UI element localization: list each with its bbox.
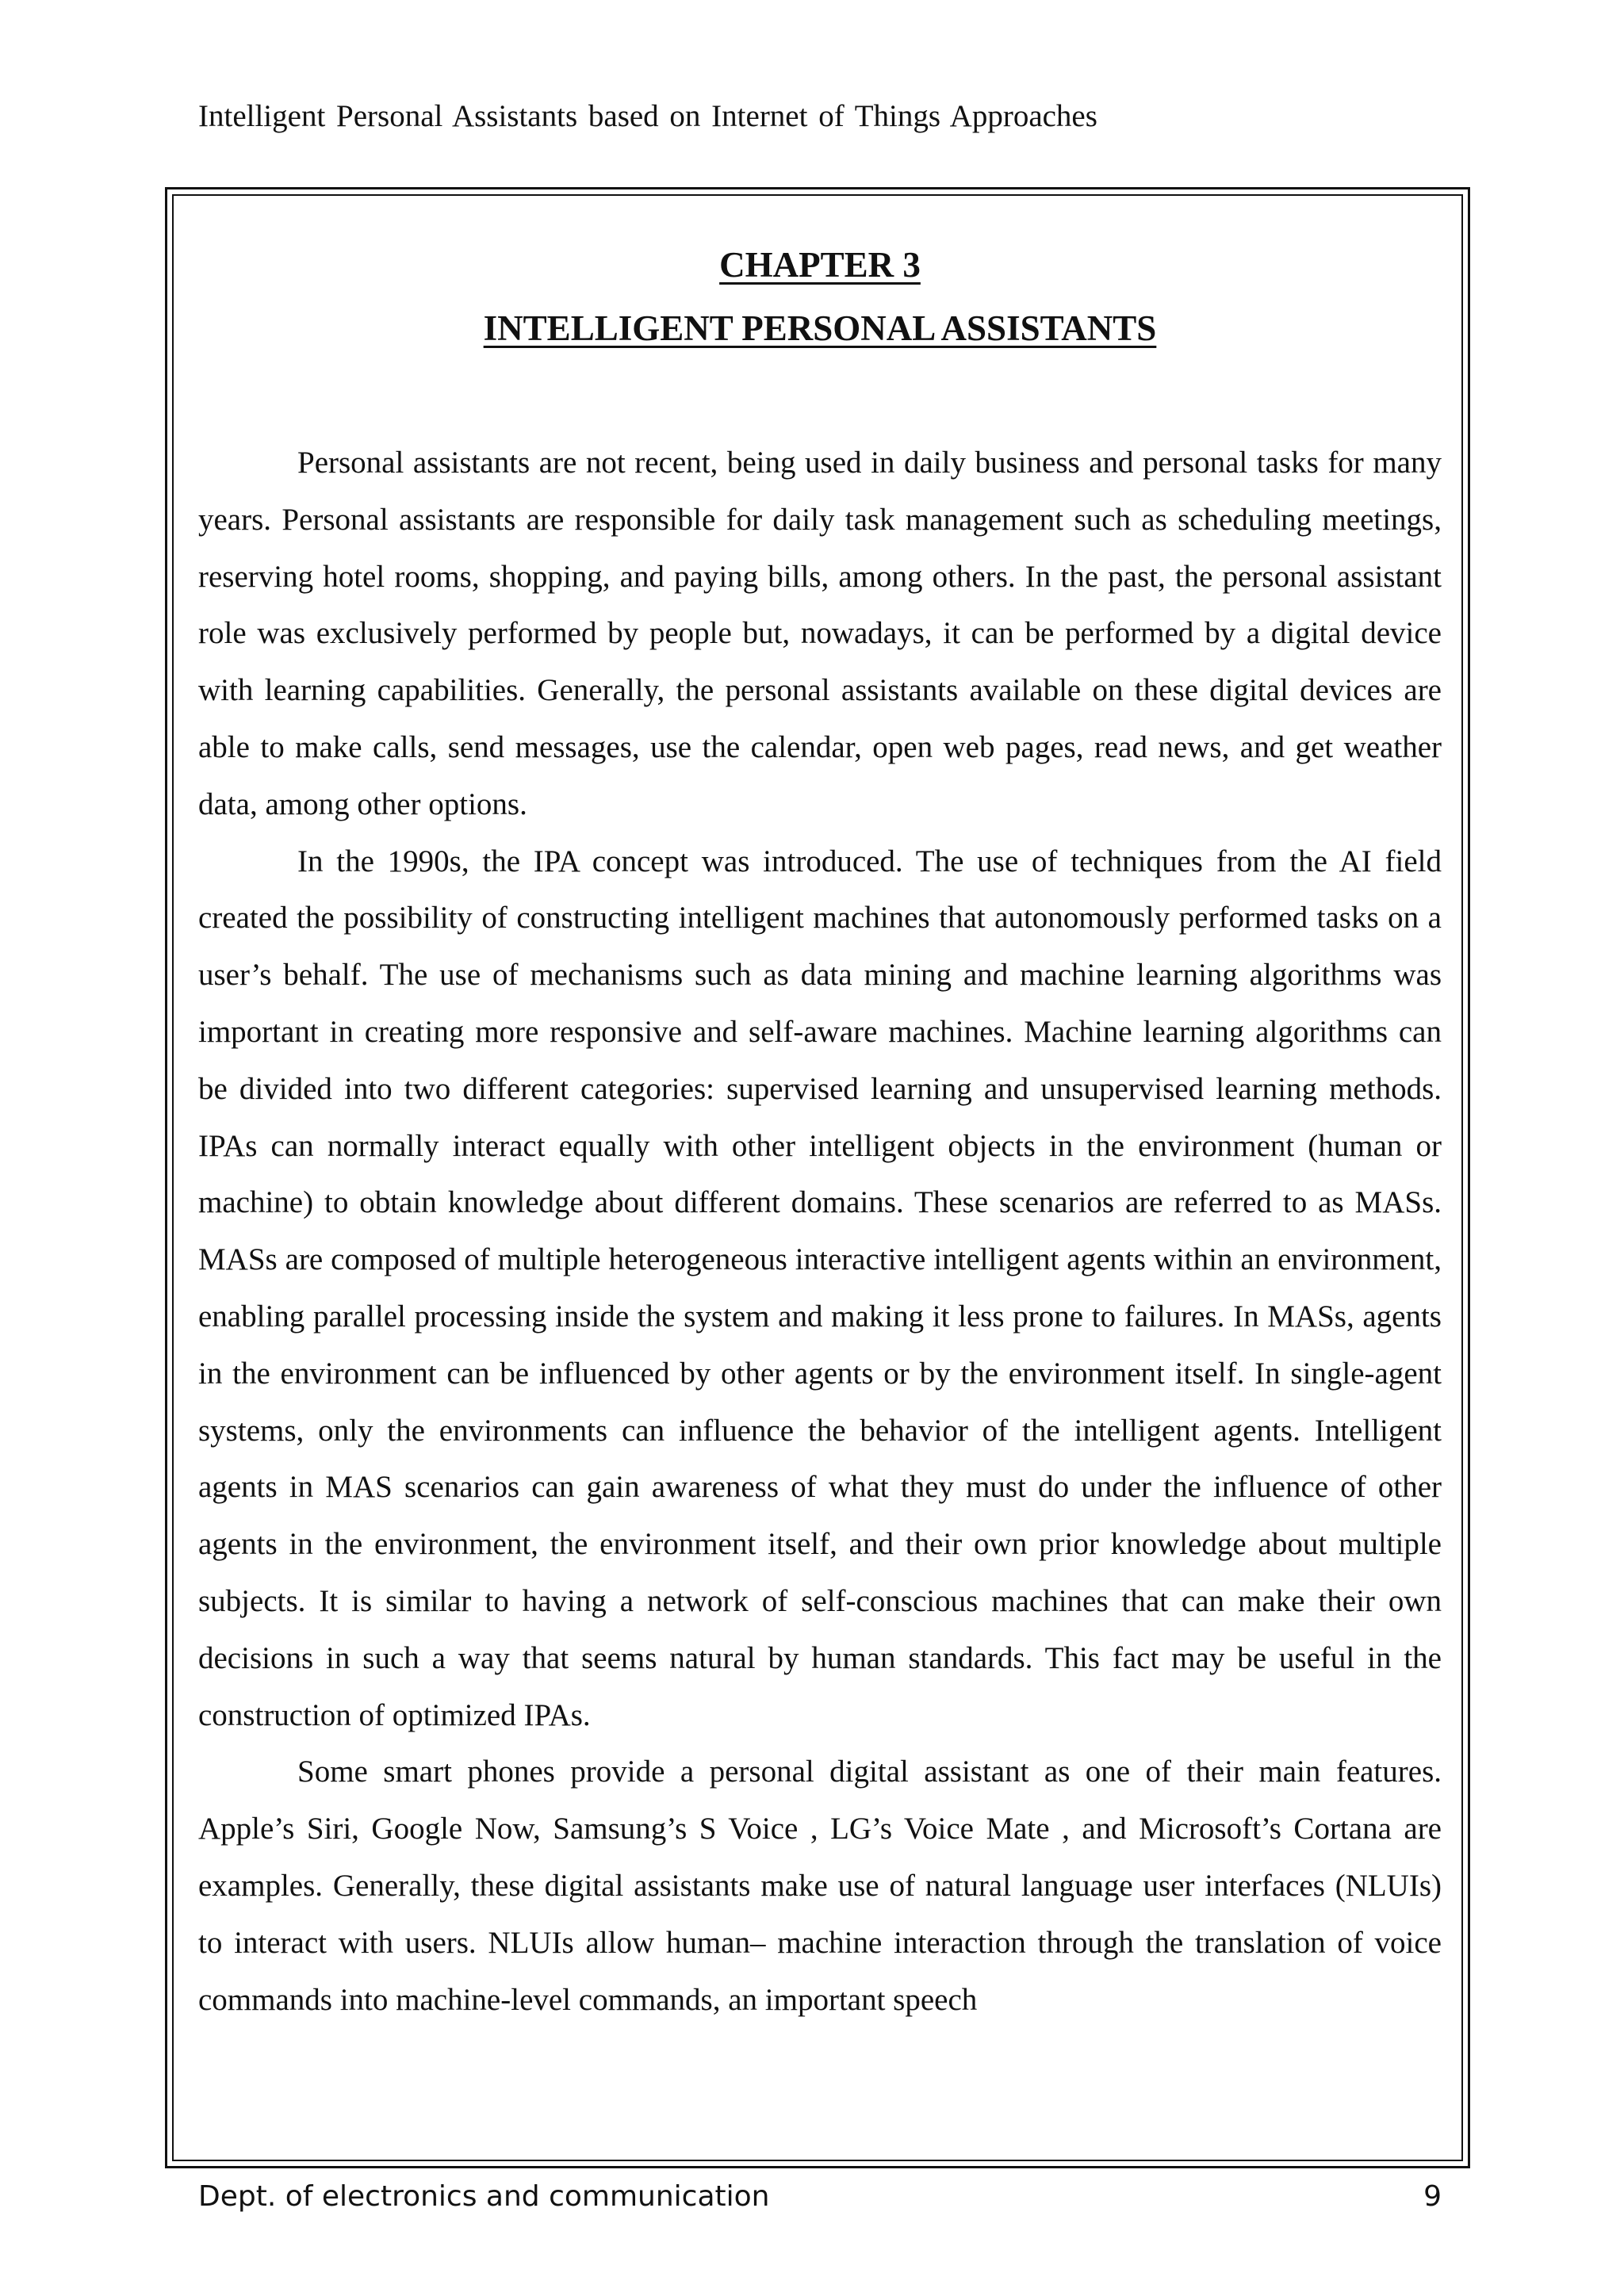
chapter-title-heading: [198, 304, 1442, 352]
running-footer: [198, 2179, 1442, 2215]
body-paragraph: Some smart phones provide a personal digital assistant as one of their main features. Apple’s Siri, Google Now, Samsung’s S Voice , LG’s Voice Mate , and Microsoft’s Cortana are examples. Generally, these digital assistants make use of natural language user interfaces (NLUIs) to interact with users. NLUIs allow human– machine interaction through the translation of voice commands into machine-level commands, an important speech: [198, 1755, 1442, 2017]
footer-department: Dept. of electronics and communication: [198, 2180, 770, 2213]
chapter-number: CHAPTER 3: [719, 245, 921, 285]
page-number: 9: [1423, 2180, 1442, 2213]
chapter-number-heading: [198, 241, 1442, 289]
chapter-title: INTELLIGENT PERSONAL ASSISTANTS: [483, 308, 1157, 348]
body-paragraph: In the 1990s, the IPA concept was introduced. The use of techniques from the AI field created the possibility of constructing intelligent machines that autonomously performed tasks on a user’s behalf. The use of mechanisms such as data mining and machine learning algorithms was important in creating more responsive and self-aware machines. Machine learning algorithms can be divided into two different categories: supervised learning and unsupervised learning methods. IPAs can normally interact equally with other intelligent objects in the environment (human or machine) to obtain knowledge about different domains. These scenarios are referred to as MASs. MASs are composed of multiple heterogeneous interactive intelligent agents within an environment, enabling parallel processing inside the system and making it less prone to failures. In MASs, agents in the environment can be influenced by other agents or by the environment itself. In single-agent systems, only the environments can influence the behavior of the intelligent agents. Intelligent agents in MAS scenarios can gain awareness of what they must do under the influence of other agents in the environment, the environment itself, and their own prior knowledge about multiple subjects. It is similar to having a network of self-conscious machines that can make their own decisions in such a way that seems natural by human standards. This fact may be useful in the construction of optimized IPAs.: [198, 844, 1442, 1732]
body-paragraph: Personal assistants are not recent, being used in daily business and personal tasks for many years. Personal assistants are responsible for daily task management such as scheduling meetings, reserving hotel rooms, shopping, and paying bills, among others. In the past, the personal assistant role was exclusively performed by people but, nowadays, it can be performed by a digital device with learning capabilities. Generally, the personal assistants available on these digital devices are able to make calls, send messages, use the calendar, open web pages, read news, and get weather data, among other options.: [198, 446, 1442, 821]
chapter-body: [198, 434, 1442, 2028]
running-header: Intelligent Personal Assistants based on Internet of Things Approaches: [198, 99, 1097, 133]
